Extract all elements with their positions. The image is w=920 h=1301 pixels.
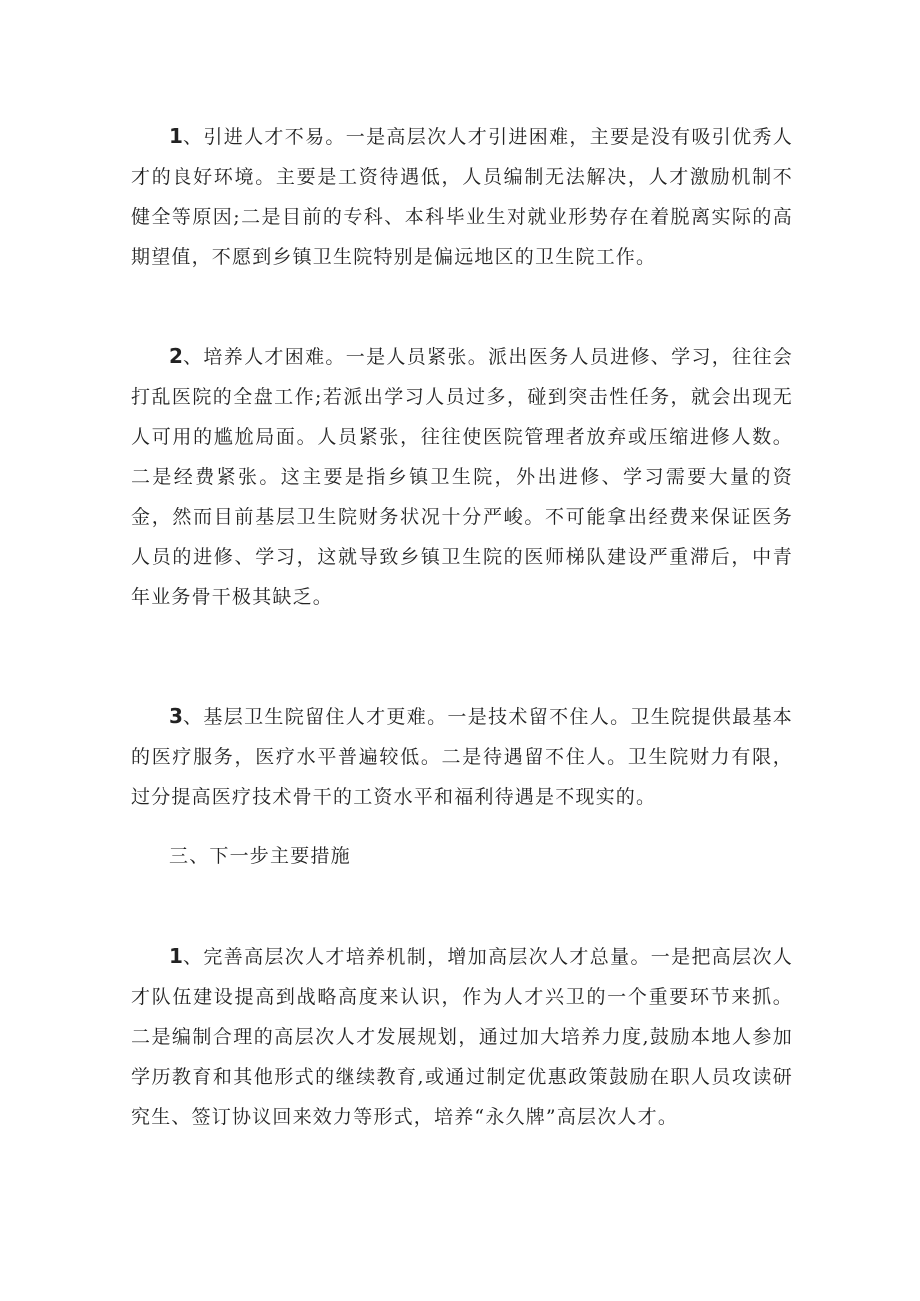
paragraph-text: 、培养人才困难。一是人员紧张。派出医务人员进修、学习，往往会打乱医院的全盘工作;若派出学习人员过多，碰到突击性任务，就会出现无人可用的尴尬局面。人员紧张，往往使医院管理者放弃或压缩进修人数。二是经费紧张。这主要是指乡镇卫生院，外出进修、学习需要大量的资金，然而目前基层卫生院财务状况十分严峻。不可能拿出经费来保证医务人员的进修、学习，这就导致乡镇卫生院的医师梯队建设严重滞后，中青年业务骨干极其缺乏。	[131, 346, 793, 608]
paragraph-text: 、完善高层次人才培养机制，增加高层次人才总量。一是把高层次人才队伍建设提高到战略高度来认识，作为人才兴卫的一个重要环节来抓。二是编制合理的高层次人才发展规划，通过加大培养力度,鼓励本地人参加学历教育和其他形式的继续教育,或通过制定优惠政策鼓励在职人员攻读研究生、签订协议回来效力等形式，培养“永久牌”高层次人才。	[131, 946, 793, 1128]
paragraph-number: 1	[169, 944, 183, 968]
paragraph-talent-introduction	[131, 116, 793, 277]
paragraph-number: 1	[169, 124, 183, 148]
paragraph-number: 2	[169, 344, 183, 368]
section-heading: 三、下一步主要措施	[169, 845, 351, 867]
paragraph-number: 3	[169, 704, 183, 728]
paragraph-text: 、基层卫生院留住人才更难。一是技术留不住人。卫生院提供最基本的医疗服务，医疗水平普遍较低。二是待遇留不住人。卫生院财力有限，过分提高医疗技术骨干的工资水平和福利待遇是不现实的。	[131, 706, 793, 808]
paragraph-talent-training	[131, 336, 793, 617]
paragraph-talent-retention	[131, 696, 793, 817]
paragraph-text: 、引进人才不易。一是高层次人才引进困难，主要是没有吸引优秀人才的良好环境。主要是工资待遇低，人员编制无法解决，人才激励机制不健全等原因;二是目前的专科、本科毕业生对就业形势存在着脱离实际的高期望值，不愿到乡镇卫生院特别是偏远地区的卫生院工作。	[131, 126, 793, 268]
paragraph-measure-1	[131, 936, 793, 1137]
